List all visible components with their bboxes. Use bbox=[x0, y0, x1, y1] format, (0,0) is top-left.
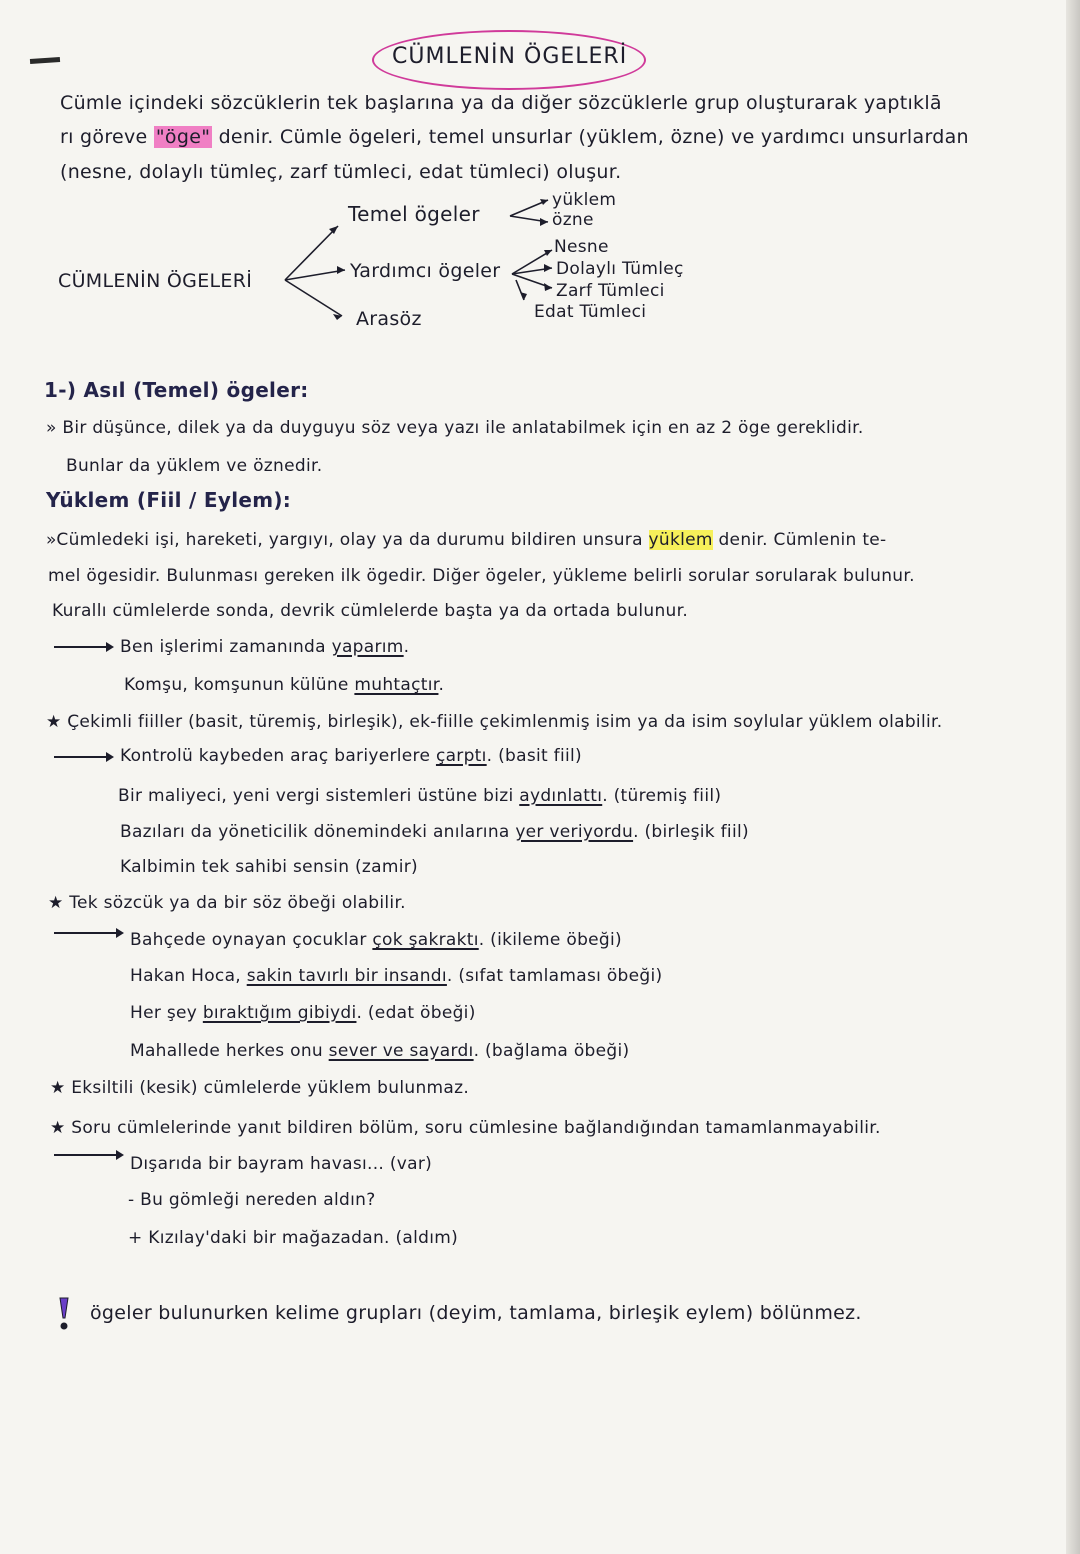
star-4-example-2: - Bu gömleği nereden aldın? bbox=[128, 1190, 376, 1210]
star-1-text: ★ Çekimli fiiller (basit, türemiş, birleşik), ek-fiille çekimlenmiş isim ya da isim soylular yüklem olabilir. bbox=[46, 712, 943, 732]
star-1-example-1-u: çarptı bbox=[435, 746, 487, 766]
intro-line-2-b: denir. Cümle ögeleri, temel unsurlar (yüklem, özne) ve yardımcı unsurlardan bbox=[212, 126, 969, 148]
yuklem-example-2-u: muhtaçtır bbox=[354, 675, 439, 695]
page-title: CÜMLENİN ÖGELERİ bbox=[392, 44, 628, 69]
star-4-example-3: + Kızılay'daki bir mağazadan. (aldım) bbox=[128, 1228, 459, 1248]
star-2-example-2-u: sakin tavırlı bir insandı bbox=[246, 966, 447, 986]
star-1-example-1 bbox=[120, 746, 582, 766]
section-1-heading: 1-) Asıl (Temel) ögeler: bbox=[44, 378, 309, 402]
yuklem-line-2: mel ögesidir. Bulunması gereken ilk ögedir. Diğer ögeler, yükleme belirli sorular sorularak bulunur. bbox=[48, 566, 915, 586]
yuklem-example-1-u: yaparım bbox=[331, 637, 404, 657]
yuklem-example-1-a: Ben işlerimi zamanında bbox=[120, 637, 332, 657]
star-3-text: ★ Eksiltili (kesik) cümlelerde yüklem bulunmaz. bbox=[50, 1078, 470, 1098]
diagram-yuklem: yüklem bbox=[552, 190, 617, 210]
yuklem-highlight: yüklem bbox=[648, 530, 713, 550]
star-1-example-3-u: yer veriyordu bbox=[515, 822, 634, 842]
diagram-zarf: Zarf Tümleci bbox=[556, 281, 665, 301]
star-1-example-3 bbox=[120, 822, 749, 842]
diagram-dolayli: Dolaylı Tümleç bbox=[556, 259, 684, 279]
diagram-arasoz: Arasöz bbox=[356, 308, 422, 330]
example-arrow bbox=[54, 932, 122, 934]
star-1-example-1-a: Kontrolü kaybeden araç bariyerlere bbox=[120, 746, 436, 766]
intro-line-3: (nesne, dolaylı tümleç, zarf tümleci, edat tümleci) oluşur. bbox=[60, 161, 622, 183]
oge-highlight: "öge" bbox=[155, 126, 211, 148]
star-1-example-2-a: Bir maliyeci, yeni vergi sistemleri üstüne bizi bbox=[118, 786, 520, 806]
diagram-nesne: Nesne bbox=[554, 237, 609, 257]
intro-line-1: Cümle içindeki sözcüklerin tek başlarına ya da diğer sözcüklerle grup oluşturarak yaptıklā bbox=[60, 92, 942, 114]
intro-line-2-a: rı göreve bbox=[60, 126, 154, 148]
yuklem-example-2 bbox=[124, 675, 444, 695]
diagram-edat: Edat Tümleci bbox=[534, 302, 647, 322]
pen-mark bbox=[30, 57, 60, 64]
intro-line-2 bbox=[60, 126, 969, 148]
star-2-example-3-b: . (edat öbeği) bbox=[356, 1003, 476, 1023]
star-2-example-2 bbox=[130, 966, 662, 986]
star-2-example-2-a: Hakan Hoca, bbox=[130, 966, 247, 986]
page-edge bbox=[1066, 0, 1080, 1554]
star-4-example-1: Dışarıda bir bayram havası... (var) bbox=[130, 1154, 433, 1174]
star-1-example-2-b: . (türemiş fiil) bbox=[602, 786, 722, 806]
star-2-example-4 bbox=[130, 1041, 629, 1061]
star-2-example-4-a: Mahallede herkes onu bbox=[130, 1041, 329, 1061]
star-2-text: ★ Tek sözcük ya da bir söz öbeği olabilir. bbox=[48, 893, 406, 913]
diagram-temel: Temel ögeler bbox=[348, 202, 480, 226]
star-2-example-3-a: Her şey bbox=[130, 1003, 203, 1023]
diagram-yardimci: Yardımcı ögeler bbox=[350, 260, 501, 282]
yuklem-example-1 bbox=[120, 637, 409, 657]
star-2-example-2-b: . (sıfat tamlaması öbeği) bbox=[446, 966, 663, 986]
star-2-example-3-u: bıraktığım gibiydi bbox=[202, 1003, 357, 1023]
star-1-example-3-a: Bazıları da yöneticilik dönemindeki anılarına bbox=[120, 822, 516, 842]
example-arrow bbox=[54, 756, 112, 758]
example-arrow bbox=[54, 1154, 122, 1156]
star-2-example-1-b: . (ikileme öbeği) bbox=[478, 930, 622, 950]
star-1-example-1-b: . (basit fiil) bbox=[486, 746, 582, 766]
yuklem-line-1 bbox=[46, 530, 886, 550]
star-1-example-4: Kalbimin tek sahibi sensin (zamir) bbox=[120, 857, 418, 877]
star-2-example-4-u: sever ve sayardı bbox=[328, 1041, 474, 1061]
star-1-example-2-u: aydınlattı bbox=[519, 786, 603, 806]
warning-text: ögeler bulunurken kelime grupları (deyim, tamlama, birleşik eylem) bölünmez. bbox=[90, 1302, 862, 1324]
exclamation-icon bbox=[58, 1296, 70, 1332]
diagram-ozne: özne bbox=[552, 210, 594, 230]
yuklem-line-3: Kurallı cümlelerde sonda, devrik cümlelerde başta ya da ortada bulunur. bbox=[52, 601, 689, 621]
star-2-example-3 bbox=[130, 1003, 476, 1023]
section-1-line-2: Bunlar da yüklem ve öznedir. bbox=[66, 456, 323, 476]
star-2-example-1-a: Bahçede oynayan çocuklar bbox=[130, 930, 373, 950]
star-1-example-2 bbox=[118, 786, 721, 806]
star-2-example-4-b: . (bağlama öbeği) bbox=[473, 1041, 630, 1061]
star-4-text: ★ Soru cümlelerinde yanıt bildiren bölüm, soru cümlesine bağlandığından tamamlanmayabilir. bbox=[50, 1118, 881, 1138]
yuklem-example-2-b: . bbox=[438, 675, 445, 695]
yuklem-example-2-a: Komşu, komşunun külüne bbox=[124, 675, 355, 695]
yuklem-line-1-a: »Cümledeki işi, hareketi, yargıyı, olay ya da durumu bildiren unsura bbox=[46, 530, 649, 550]
yuklem-line-1-b: denir. Cümlenin te- bbox=[712, 530, 887, 550]
yuklem-example-1-b: . bbox=[403, 637, 410, 657]
example-arrow bbox=[54, 646, 112, 648]
diagram-root: CÜMLENİN ÖGELERİ bbox=[58, 270, 253, 292]
star-1-example-3-b: . (birleşik fiil) bbox=[633, 822, 749, 842]
yuklem-heading: Yüklem (Fiil / Eylem): bbox=[46, 488, 292, 512]
section-1-line-1: » Bir düşünce, dilek ya da duyguyu söz veya yazı ile anlatabilmek için en az 2 öge gereklidir. bbox=[46, 418, 864, 438]
star-2-example-1 bbox=[130, 930, 622, 950]
star-2-example-1-u: çok şakraktı bbox=[372, 930, 479, 950]
